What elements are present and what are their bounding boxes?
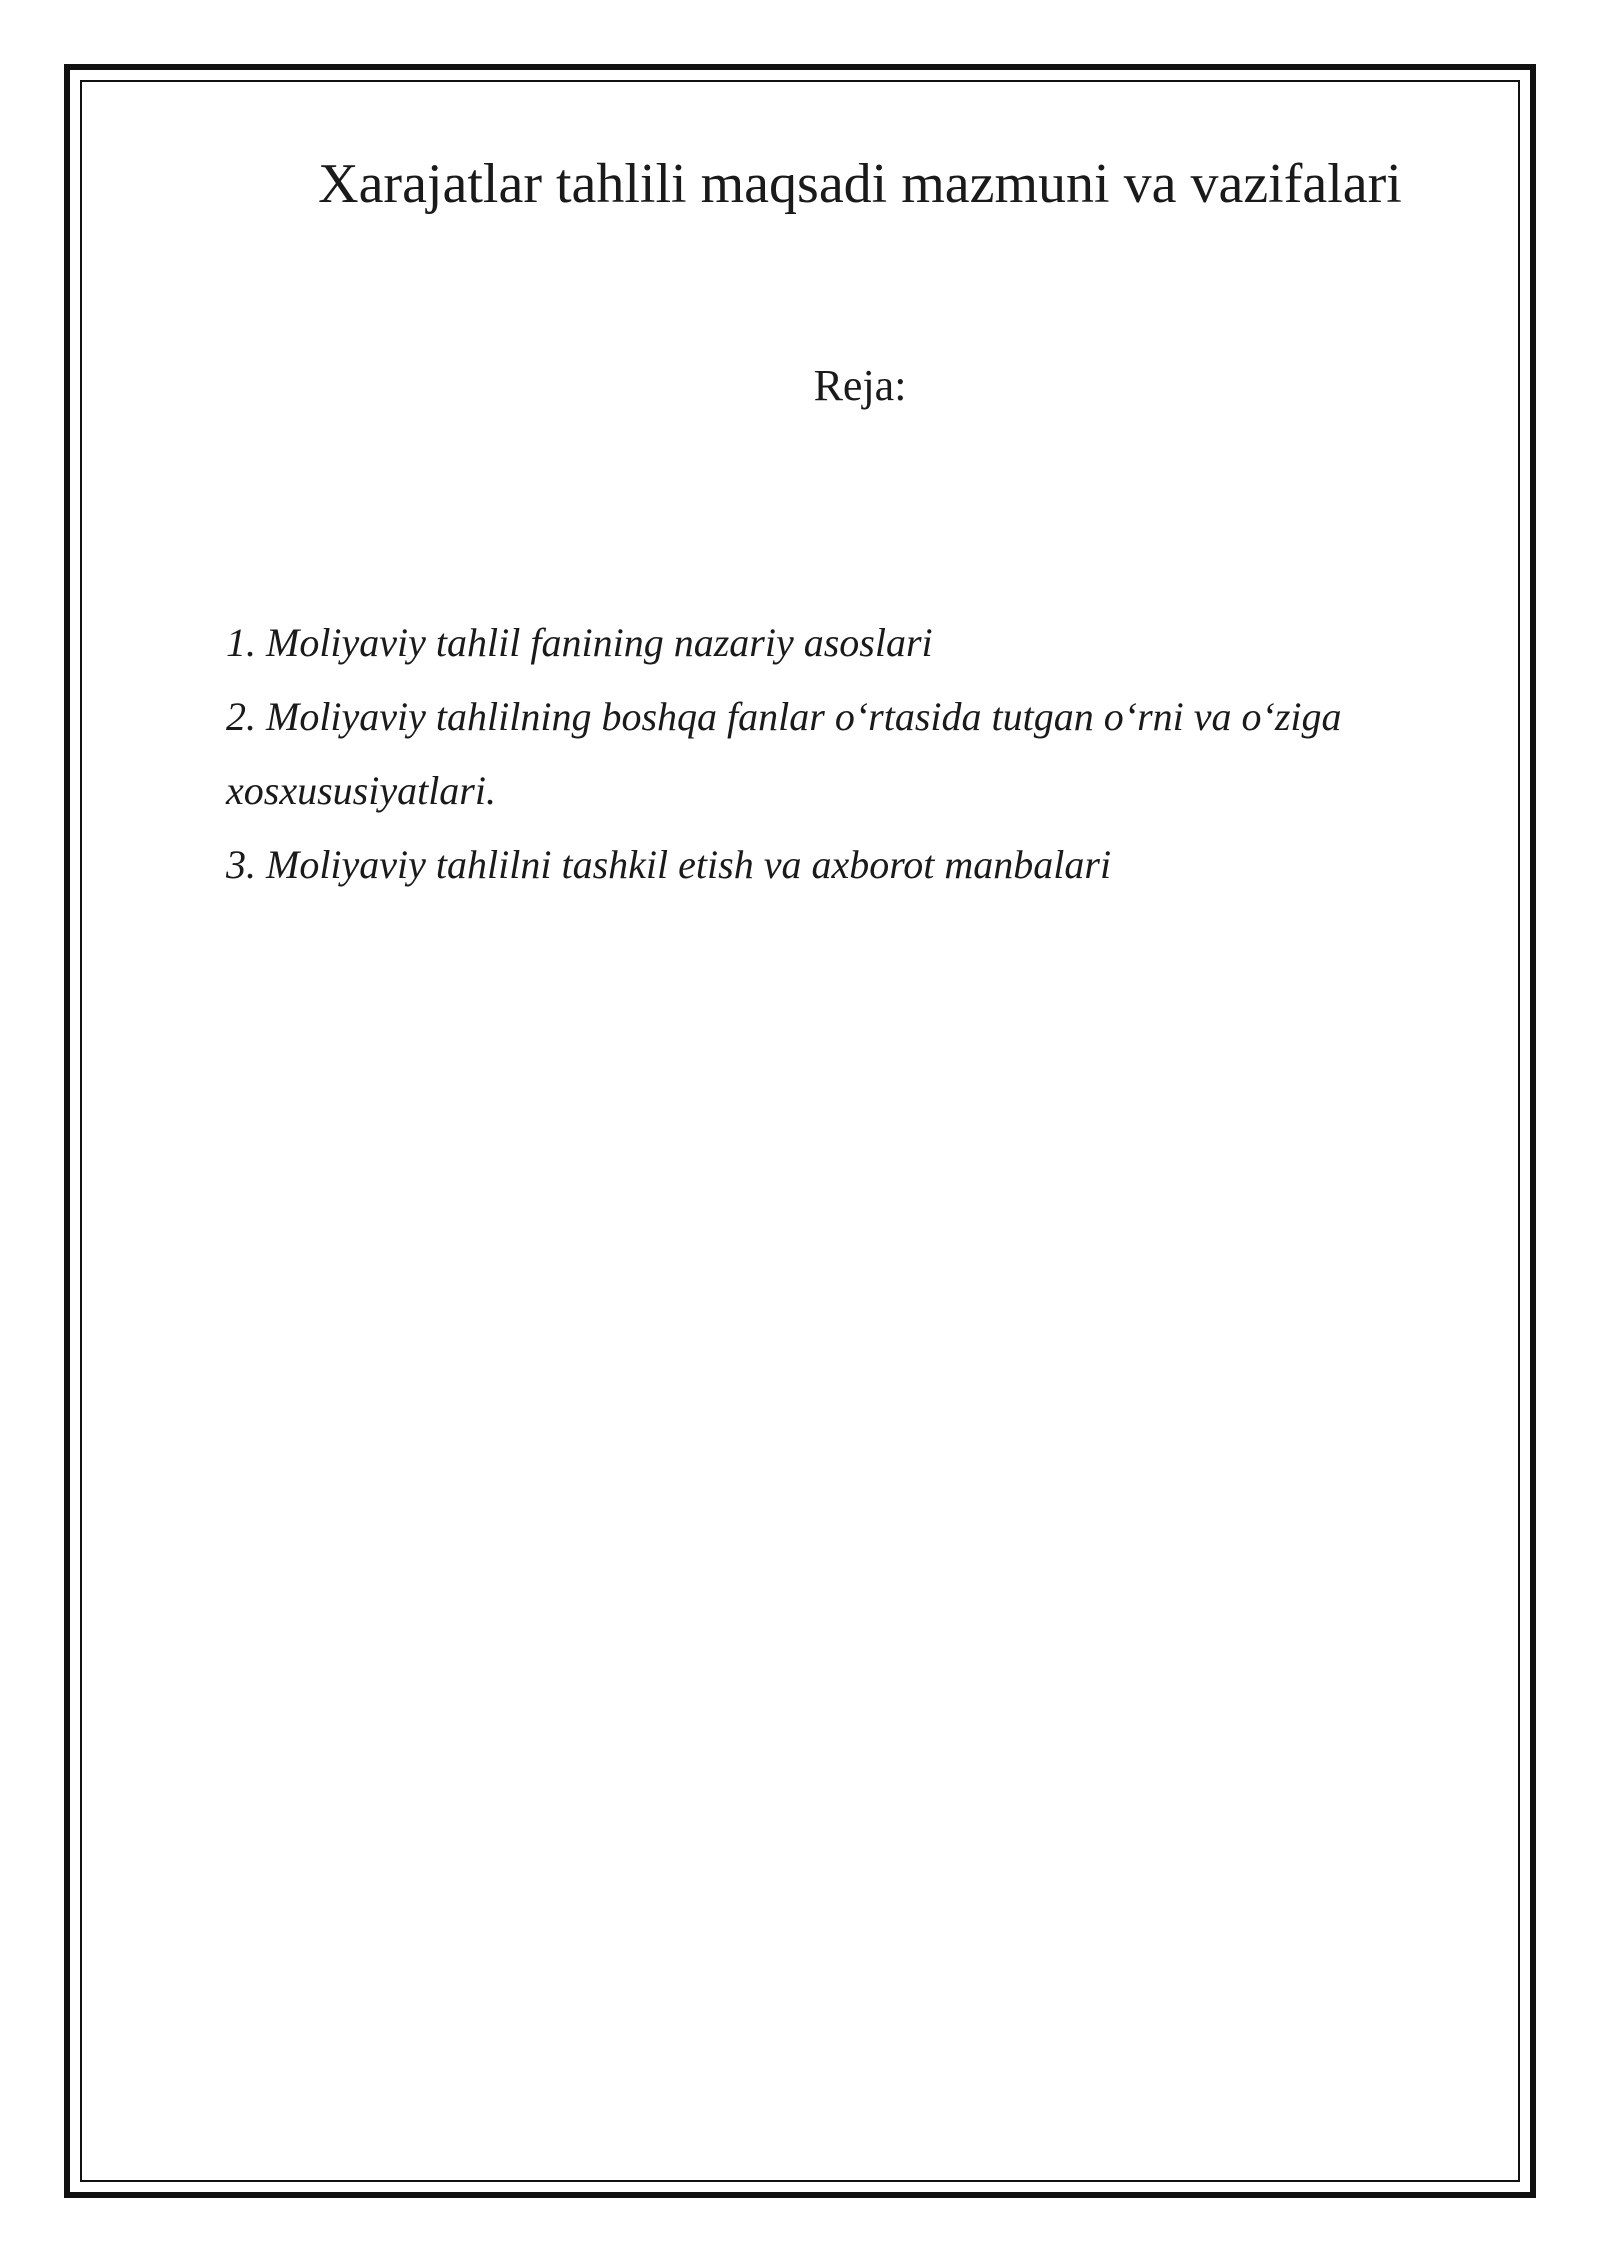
plan-item-text: Moliyaviy tahlilning boshqa fanlar o‘rtasida tutgan o‘rni va o‘ziga xosxususiyatlari.: [226, 694, 1342, 813]
plan-heading: Reja:: [813, 361, 907, 410]
plan-item-number: 2.: [226, 694, 256, 739]
plan-list: [226, 606, 1456, 902]
plan-item: [226, 828, 1456, 902]
page-title: Xarajatlar tahlili maqsadi mazmuni va vazifalari: [318, 153, 1402, 215]
plan-item-number: 3.: [226, 842, 256, 887]
plan-item-text: Moliyaviy tahlil fanining nazariy asoslari: [266, 620, 933, 665]
plan-item-text: Moliyaviy tahlilni tashkil etish va axborot manbalari: [266, 842, 1112, 887]
plan-item: [226, 680, 1456, 828]
title-container: [120, 148, 1600, 221]
plan-item: [226, 606, 1456, 680]
plan-item-number: 1.: [226, 620, 256, 665]
